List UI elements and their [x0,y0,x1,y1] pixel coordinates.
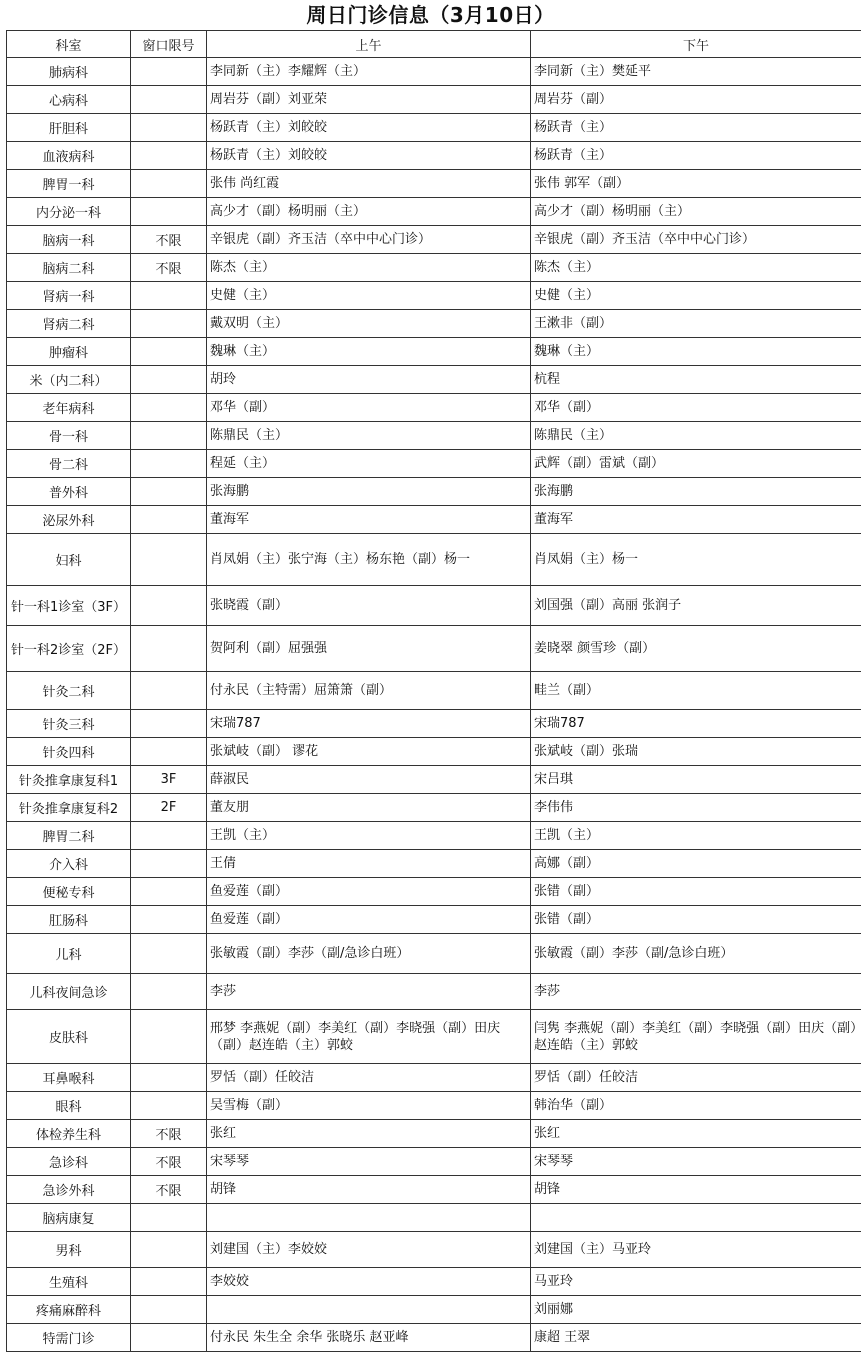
table-row [7,850,861,878]
pm-cell: 姜晓翠 颜雪珍（副） [531,626,861,672]
pm-cell: 宋瑞787 [531,710,861,738]
table-row [7,1296,861,1324]
table-row [7,906,861,934]
am-cell: 程延（主） [207,450,531,478]
dept-cell: 耳鼻喉科 [7,1064,131,1092]
dept-cell: 肝胆科 [7,114,131,142]
table-row [7,310,861,338]
limit-cell: 2F [131,794,207,822]
pm-cell: 李伟伟 [531,794,861,822]
pm-cell: 辛银虎（副）齐玉洁（卒中中心门诊） [531,226,861,254]
dept-cell: 特需门诊 [7,1324,131,1352]
dept-cell: 针灸二科 [7,672,131,710]
pm-cell: 张错（副） [531,878,861,906]
pm-cell: 杨跃青（主） [531,142,861,170]
am-cell: 董海军 [207,506,531,534]
pm-cell: 畦兰（副） [531,672,861,710]
table-row [7,974,861,1010]
dept-cell: 肛肠科 [7,906,131,934]
limit-cell: 不限 [131,1148,207,1176]
pm-cell: 王凯（主） [531,822,861,850]
table-row [7,394,861,422]
limit-cell [131,478,207,506]
am-cell: 胡锋 [207,1176,531,1204]
page-title: 周日门诊信息（3月10日） [306,3,555,27]
table-row [7,794,861,822]
am-cell: 胡玲 [207,366,531,394]
dept-cell: 生殖科 [7,1268,131,1296]
pm-cell: 周岩芬（副） [531,86,861,114]
am-cell: 付永民 朱生全 余华 张晓乐 赵亚峰 [207,1324,531,1352]
table-row [7,1232,861,1268]
limit-cell [131,1324,207,1352]
dept-cell: 老年病科 [7,394,131,422]
pm-cell: 韩治华（副） [531,1092,861,1120]
limit-cell [131,282,207,310]
am-cell: 王倩 [207,850,531,878]
table-row [7,58,861,86]
pm-cell: 武辉（副）雷斌（副） [531,450,861,478]
pm-cell: 张斌岐（副）张瑞 [531,738,861,766]
dept-cell: 皮肤科 [7,1010,131,1064]
dept-cell: 肾病一科 [7,282,131,310]
table-row [7,1120,861,1148]
limit-cell [131,672,207,710]
limit-cell [131,710,207,738]
dept-cell: 针一科2诊室（2F） [7,626,131,672]
limit-cell [131,974,207,1010]
schedule-table [6,30,861,1352]
limit-cell [131,906,207,934]
dept-cell: 疼痛麻醉科 [7,1296,131,1324]
dept-cell: 脑病二科 [7,254,131,282]
dept-cell: 针灸四科 [7,738,131,766]
table-row [7,282,861,310]
limit-cell [131,534,207,586]
table-row [7,254,861,282]
limit-cell [131,626,207,672]
table-row [7,450,861,478]
am-cell: 张红 [207,1120,531,1148]
am-cell: 宋琴琴 [207,1148,531,1176]
limit-cell [131,198,207,226]
am-cell: 陈杰（主） [207,254,531,282]
pm-cell: 张伟 郭军（副） [531,170,861,198]
dept-cell: 介入科 [7,850,131,878]
am-cell: 高少才（副）杨明丽（主） [207,198,531,226]
limit-cell [131,310,207,338]
pm-cell: 董海军 [531,506,861,534]
table-row [7,422,861,450]
am-cell: 贺阿利（副）屈强强 [207,626,531,672]
pm-cell: 杭程 [531,366,861,394]
pm-cell: 张海鹏 [531,478,861,506]
limit-cell [131,738,207,766]
am-cell: 魏琳（主） [207,338,531,366]
limit-cell [131,114,207,142]
dept-cell: 脑病一科 [7,226,131,254]
am-cell: 邢梦 李燕妮（副）李美红（副）李晓强（副）田庆（副）赵连皓（主）郭蛟 [207,1010,531,1064]
pm-cell: 闫隽 李燕妮（副）李美红（副）李晓强（副）田庆（副）赵连皓（主）郭蛟 [531,1010,861,1064]
am-cell: 李莎 [207,974,531,1010]
limit-cell [131,1296,207,1324]
pm-cell: 李莎 [531,974,861,1010]
limit-cell: 不限 [131,254,207,282]
header-row [7,31,861,58]
table-row [7,766,861,794]
am-cell: 吴雪梅（副） [207,1092,531,1120]
table-row [7,586,861,626]
am-cell: 陈鼎民（主） [207,422,531,450]
am-cell: 刘建国（主）李姣姣 [207,1232,531,1268]
limit-cell [131,850,207,878]
table-row [7,1176,861,1204]
pm-cell: 张红 [531,1120,861,1148]
limit-cell [131,58,207,86]
am-cell: 李姣姣 [207,1268,531,1296]
table-row [7,710,861,738]
pm-cell: 刘建国（主）马亚玲 [531,1232,861,1268]
pm-cell: 马亚玲 [531,1268,861,1296]
dept-cell: 泌尿外科 [7,506,131,534]
limit-cell [131,1092,207,1120]
limit-cell [131,86,207,114]
limit-cell [131,1064,207,1092]
pm-cell: 张错（副） [531,906,861,934]
limit-cell [131,1204,207,1232]
pm-cell: 邓华（副） [531,394,861,422]
table-row [7,506,861,534]
table-row [7,672,861,710]
pm-cell [531,1204,861,1232]
table-row [7,86,861,114]
table-row [7,878,861,906]
dept-cell: 骨一科 [7,422,131,450]
am-cell [207,1296,531,1324]
table-row [7,478,861,506]
pm-cell: 康超 王翠 [531,1324,861,1352]
am-cell: 戴双明（主） [207,310,531,338]
am-cell: 张海鹏 [207,478,531,506]
table-row [7,1010,861,1064]
dept-cell: 脾胃一科 [7,170,131,198]
dept-cell: 男科 [7,1232,131,1268]
pm-cell: 胡锋 [531,1176,861,1204]
am-cell: 肖凤娟（主）张宁海（主）杨东艳（副）杨一 [207,534,531,586]
am-cell: 辛银虎（副）齐玉洁（卒中中心门诊） [207,226,531,254]
pm-cell: 罗恬（副）任皎洁 [531,1064,861,1092]
table-row [7,170,861,198]
limit-cell [131,422,207,450]
dept-cell: 儿科 [7,934,131,974]
limit-cell [131,366,207,394]
am-cell: 薛淑民 [207,766,531,794]
pm-cell: 陈鼎民（主） [531,422,861,450]
am-cell: 鱼爱莲（副） [207,878,531,906]
limit-cell [131,878,207,906]
limit-cell [131,450,207,478]
am-cell: 杨跃青（主）刘皎皎 [207,142,531,170]
limit-cell: 不限 [131,1120,207,1148]
header-pm: 下午 [531,31,861,58]
table-row [7,1204,861,1232]
am-cell: 罗恬（副）任皎洁 [207,1064,531,1092]
table-row [7,338,861,366]
table-row [7,1148,861,1176]
limit-cell [131,506,207,534]
pm-cell: 陈杰（主） [531,254,861,282]
pm-cell: 肖凤娟（主）杨一 [531,534,861,586]
table-row [7,198,861,226]
am-cell: 邓华（副） [207,394,531,422]
dept-cell: 米（内二科） [7,366,131,394]
pm-cell: 史健（主） [531,282,861,310]
am-cell: 董友朋 [207,794,531,822]
dept-cell: 肺病科 [7,58,131,86]
am-cell: 付永民（主特需）屈箫箫（副） [207,672,531,710]
am-cell: 宋瑞787 [207,710,531,738]
dept-cell: 针灸三科 [7,710,131,738]
dept-cell: 儿科夜间急诊 [7,974,131,1010]
dept-cell: 针灸推拿康复科2 [7,794,131,822]
pm-cell: 李同新（主）樊延平 [531,58,861,86]
am-cell: 史健（主） [207,282,531,310]
header-am: 上午 [207,31,531,58]
limit-cell [131,1010,207,1064]
dept-cell: 肿瘤科 [7,338,131,366]
dept-cell: 内分泌一科 [7,198,131,226]
limit-cell: 不限 [131,1176,207,1204]
table-row [7,934,861,974]
limit-cell [131,822,207,850]
dept-cell: 脾胃二科 [7,822,131,850]
table-row [7,822,861,850]
am-cell: 鱼爱莲（副） [207,906,531,934]
am-cell: 张伟 尚红霞 [207,170,531,198]
pm-cell: 王漱非（副） [531,310,861,338]
limit-cell: 不限 [131,226,207,254]
pm-cell: 杨跃青（主） [531,114,861,142]
header-dept: 科室 [7,31,131,58]
pm-cell: 刘国强（副）高丽 张润子 [531,586,861,626]
am-cell: 张晓霞（副） [207,586,531,626]
dept-cell: 便秘专科 [7,878,131,906]
table-body [7,58,861,1352]
dept-cell: 骨二科 [7,450,131,478]
dept-cell: 体检养生科 [7,1120,131,1148]
dept-cell: 针灸推拿康复科1 [7,766,131,794]
dept-cell: 普外科 [7,478,131,506]
table-row [7,738,861,766]
am-cell: 李同新（主）李耀辉（主） [207,58,531,86]
pm-cell: 刘丽娜 [531,1296,861,1324]
am-cell: 王凯（主） [207,822,531,850]
table-row [7,626,861,672]
table-row [7,226,861,254]
table-row [7,534,861,586]
dept-cell: 急诊外科 [7,1176,131,1204]
limit-cell [131,170,207,198]
table-row [7,1324,861,1352]
limit-cell: 3F [131,766,207,794]
table-row [7,1092,861,1120]
limit-cell [131,1268,207,1296]
pm-cell: 宋吕琪 [531,766,861,794]
dept-cell: 妇科 [7,534,131,586]
pm-cell: 高少才（副）杨明丽（主） [531,198,861,226]
am-cell: 杨跃青（主）刘皎皎 [207,114,531,142]
am-cell [207,1204,531,1232]
am-cell: 周岩芬（副）刘亚荣 [207,86,531,114]
limit-cell [131,142,207,170]
am-cell: 张敏霞（副）李莎（副/急诊白班） [207,934,531,974]
dept-cell: 肾病二科 [7,310,131,338]
limit-cell [131,586,207,626]
table-row [7,1268,861,1296]
dept-cell: 脑病康复 [7,1204,131,1232]
limit-cell [131,338,207,366]
am-cell: 张斌岐（副） 谬花 [207,738,531,766]
dept-cell: 心病科 [7,86,131,114]
dept-cell: 急诊科 [7,1148,131,1176]
pm-cell: 高娜（副） [531,850,861,878]
header-limit: 窗口限号 [131,31,207,58]
limit-cell [131,934,207,974]
pm-cell: 张敏霞（副）李莎（副/急诊白班） [531,934,861,974]
dept-cell: 针一科1诊室（3F） [7,586,131,626]
limit-cell [131,1232,207,1268]
table-row [7,114,861,142]
dept-cell: 血液病科 [7,142,131,170]
pm-cell: 魏琳（主） [531,338,861,366]
table-row [7,366,861,394]
dept-cell: 眼科 [7,1092,131,1120]
limit-cell [131,394,207,422]
table-row [7,142,861,170]
pm-cell: 宋琴琴 [531,1148,861,1176]
table-row [7,1064,861,1092]
